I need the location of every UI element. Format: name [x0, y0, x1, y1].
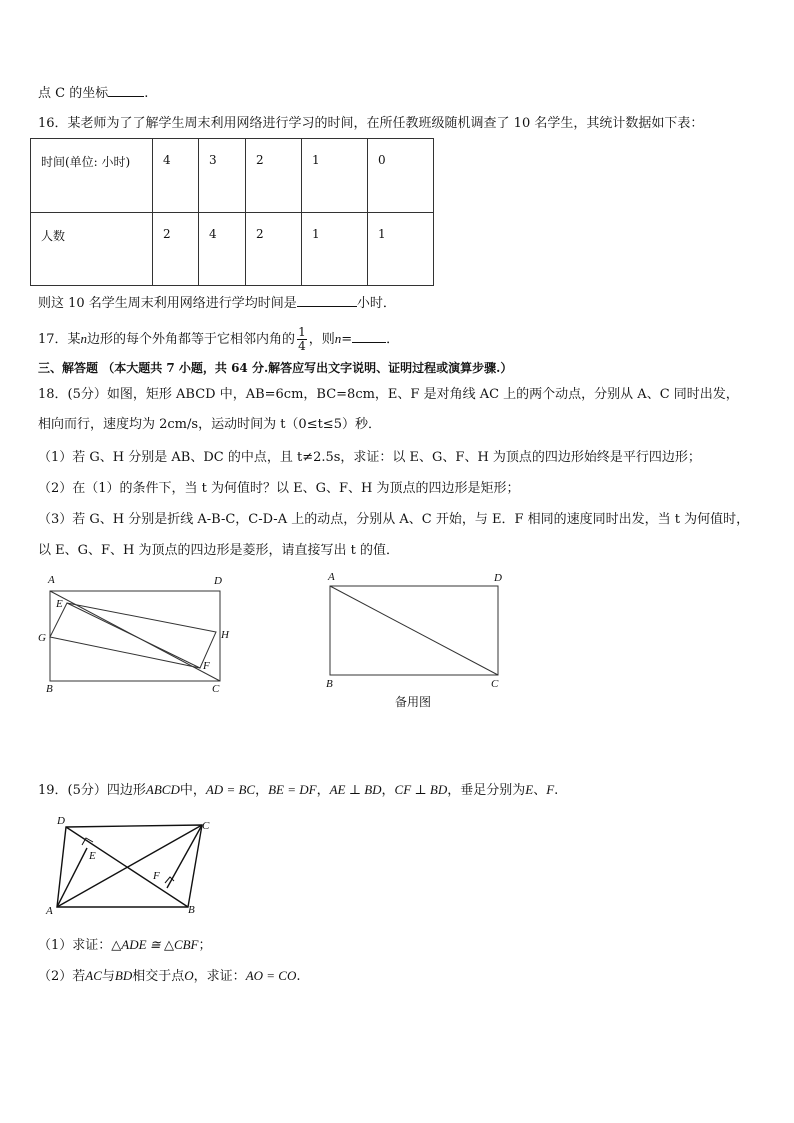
q18-part3b: 以 E、G、F、H 为顶点的四边形是菱形，请直接写出 t 的值． [38, 543, 399, 558]
q17 [38, 326, 399, 353]
table-cell: 2 [246, 139, 302, 213]
frac-denominator: 4 [298, 339, 306, 353]
stats-table [30, 138, 434, 286]
diagonal-ef [67, 603, 200, 668]
label-b: B [188, 904, 195, 916]
var-n: n [80, 331, 88, 346]
label-c: C [202, 820, 210, 832]
segment-ac: AC [85, 968, 102, 983]
label-f: F [153, 870, 160, 882]
cond-be-df: BE = DF [268, 782, 317, 797]
q19-in: 中， [179, 783, 206, 798]
table-cell: 3 [199, 139, 246, 213]
table-cell: 时间(单位: 小时) [31, 139, 153, 213]
q15-tail [38, 82, 148, 103]
q16-intro: 16．某老师为了了解学生周末利用网络进行学习的时间，在所任教班级随机调查了 10 名学生，其统计数据如下表： [38, 116, 704, 131]
table-cell: 0 [368, 139, 434, 213]
label-f: F [203, 660, 210, 672]
part2-mid: 相交于点 [132, 969, 185, 984]
q18-figure-2 [318, 568, 518, 693]
part2-end: . [296, 969, 301, 984]
part1-end: ； [198, 938, 212, 953]
cond-ae-perp-bd: AE ⊥ BD [329, 782, 382, 797]
q18-part1: （1）若 G、H 分别是 AB、DC 的中点，且 t≠2.5s，求证：以 E、G、F、H 为顶点的四边形始终是平行四边形； [38, 450, 701, 465]
point-o: O [184, 968, 194, 983]
label-a: A [328, 571, 335, 583]
answer-blank[interactable] [352, 328, 386, 343]
q17-middle: 边形的每个外角都等于它相邻内角的 [87, 332, 296, 347]
period: . [554, 783, 559, 798]
cond-ad-bc: AD = BC [205, 782, 256, 797]
label-d: D [214, 575, 222, 587]
label-g: G [38, 632, 46, 644]
point-f: F [546, 782, 555, 797]
label-d: D [494, 572, 502, 584]
label-e: E [89, 850, 96, 862]
table-row [31, 139, 434, 213]
answer-blank[interactable] [297, 292, 357, 307]
segment-bd: BD [114, 968, 133, 983]
q15-end: . [144, 86, 149, 101]
q18-line1: 18．(5分）如图，矩形 ABCD 中，AB=6cm，BC=8cm，E、F 是对角线 AC 上的两个动点，分别从 A、C 同时出发， [38, 387, 739, 402]
diagonal-ac [57, 825, 202, 907]
var-n: n [334, 331, 342, 346]
label-b: B [326, 678, 333, 690]
answer-blank[interactable] [108, 82, 144, 97]
label-e: E [56, 598, 63, 610]
q17-end: ． [386, 332, 400, 347]
part2-with: 与 [101, 969, 115, 984]
q15-text: 点 C 的坐标 [38, 86, 109, 101]
q16-question [38, 292, 396, 313]
q18-figure-1 [30, 570, 250, 695]
part1-prefix: （1）求证： [38, 938, 112, 953]
q19-stem-end: ，垂足分别为 [447, 783, 526, 798]
q18-part2: （2）在（1）的条件下，当 t 为何值时？以 E、G、F、H 为顶点的四边形是矩形； [38, 481, 520, 496]
part2-prove: ，求证： [193, 969, 246, 984]
label-h: H [221, 629, 229, 641]
congruence-expression: △ADE ≅ △CBF [111, 937, 199, 952]
label-a: A [48, 574, 55, 586]
part2-prefix: （2）若 [38, 969, 86, 984]
fraction [297, 326, 307, 353]
q19-figure [40, 810, 230, 920]
table-cell: 4 [199, 213, 246, 286]
table-cell: 4 [153, 139, 199, 213]
q16-unit: 小时． [356, 296, 396, 311]
table-cell: 1 [302, 139, 368, 213]
q18-line2: 相向而行，速度均为 2cm/s，运动时间为 t（0≤t≤5）秒． [38, 417, 381, 432]
label-d: D [57, 815, 65, 827]
label-b: B [46, 683, 53, 695]
equals: = [341, 332, 353, 347]
point-e: E [525, 782, 534, 797]
table-cell: 2 [246, 213, 302, 286]
table-row [31, 213, 434, 286]
diagonal-ac [330, 586, 498, 675]
figure-caption: 备用图 [395, 695, 432, 709]
q19-part2 [38, 967, 301, 986]
q19-part1 [38, 936, 212, 955]
table-cell: 1 [368, 213, 434, 286]
q17-then: ，则 [308, 332, 335, 347]
table-cell: 2 [153, 213, 199, 286]
table-cell: 人数 [31, 213, 153, 286]
table-cell: 1 [302, 213, 368, 286]
quad-abcd: ABCD [145, 782, 180, 797]
q17-prefix: 17．某 [38, 332, 81, 347]
q19-stem: 19．(5分）四边形ABCD中，AD = BC，BE = DF，AE ⊥ BD，CF ⊥ BD，垂足分别为E、F. [38, 782, 559, 798]
section-title: 三、解答题 [38, 361, 99, 375]
q18-part3a: （3）若 G、H 分别是折线 A-B-C，C-D-A 上的动点，分别从 A、C 开始，与 E．F 相同的速度同时出发，当 t 为何值时， [38, 512, 750, 527]
cond-cf-perp-bd: CF ⊥ BD [394, 782, 448, 797]
label-c: C [212, 683, 220, 695]
q16-question-text: 则这 10 名学生周末利用网络进行学均时间是 [38, 296, 297, 311]
section-note: （本大题共 7 小题，共 64 分.解答应写出文字说明、证明过程或演算步骤.） [102, 361, 513, 375]
separator: 、 [533, 783, 547, 798]
label-c: C [491, 678, 499, 690]
equality-expression: AO = CO [245, 968, 297, 983]
frac-numerator: 1 [298, 325, 306, 339]
section-heading [38, 359, 512, 377]
q19-prefix: 19．(5分）四边形 [38, 783, 146, 798]
label-a: A [46, 905, 53, 917]
